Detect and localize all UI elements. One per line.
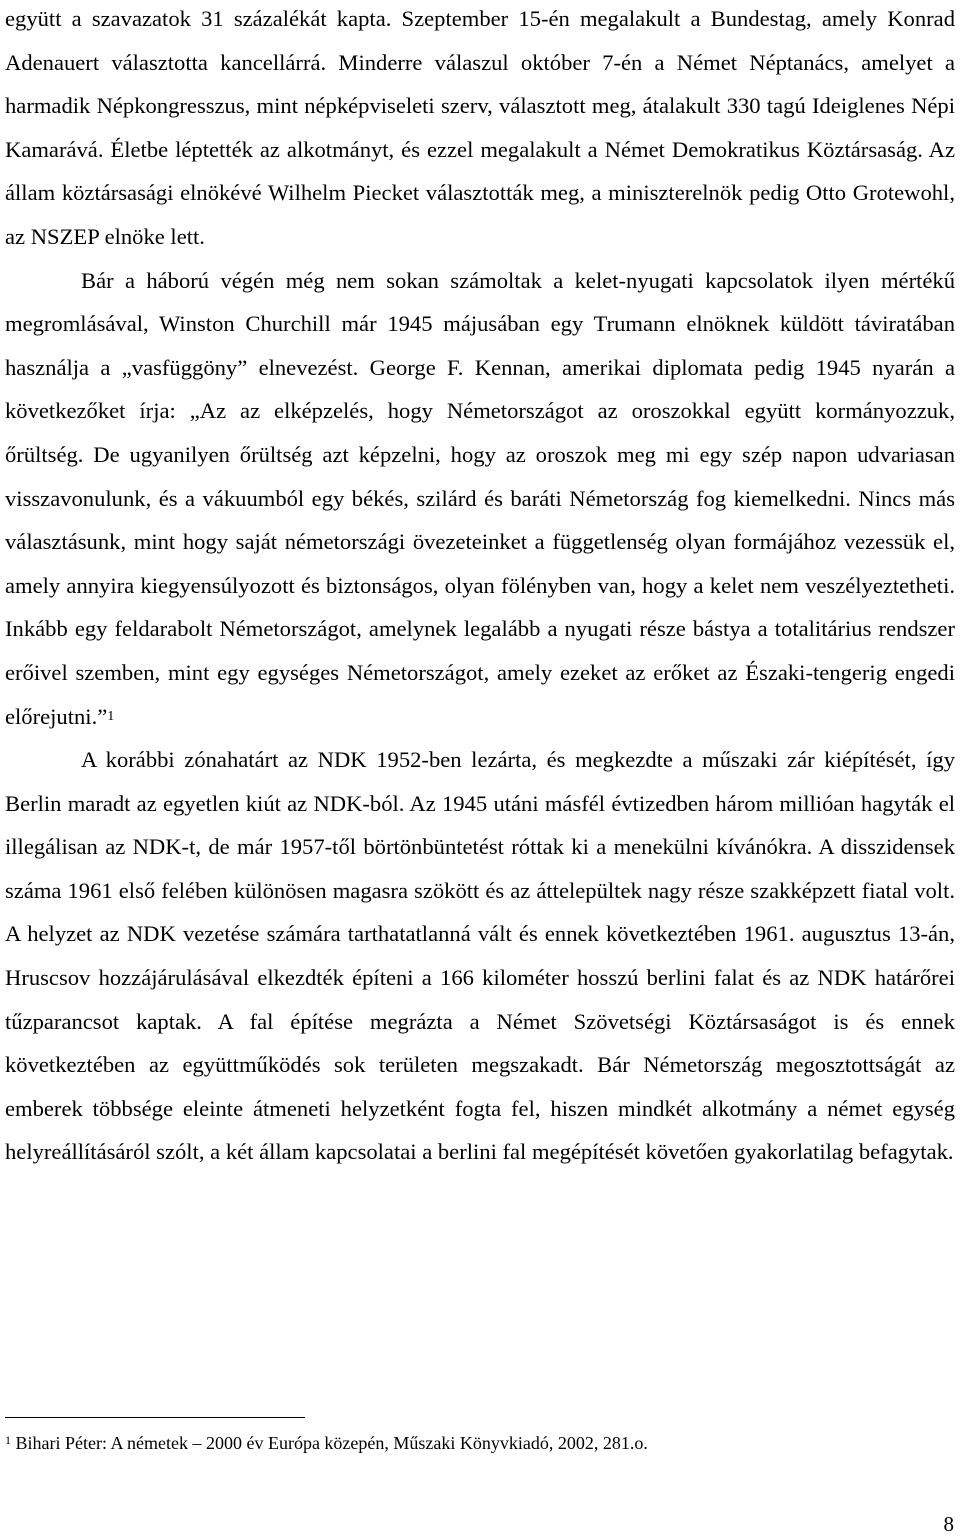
footnote-separator bbox=[5, 1417, 305, 1418]
paragraph-text: A korábbi zónahatárt az NDK 1952-ben lezárta, és megkezdte a műszaki zár kiépítését, így Berlin maradt az egyetlen kiút az NDK-ból. Az 1945 utáni másfél évtizedben három millióan hagyták el illegálisan az NDK-t, de már 1957-től börtönbüntetést róttak ki a menekülni kívánókra. A disszidensek száma 1961 első felében különösen magasra szökött és az áttelepültek nagy része szakképzett fiatal volt. A helyzet az NDK vezetése számára tarthatatlanná vált és ennek következtében 1961. augusztus 13-án, Hruscsov hozzájárulásával elkezdték építeni a 166 kilométer hosszú berlini falat és az NDK határőrei tűzparancsot kaptak. A fal építése megrázta a Német Szövetségi Köztársaságot is és ennek következtében az együttműködés sok területen megszakadt. Bár Németország megosztottságát az emberek többsége eleinte átmeneti helyzetként fogta fel, hiszen mindkét alkotmány a német egység helyreállításáról szólt, a két állam kapcsolatai a berlini fal megépítését követően gyakorlatilag befagytak. bbox=[5, 747, 955, 1165]
page-number: 8 bbox=[943, 1512, 954, 1536]
paragraph bbox=[5, 738, 955, 1174]
paragraph-text: Bár a háború végén még nem sokan számoltak a kelet-nyugati kapcsolatok ilyen mértékű megromlásával, Winston Churchill már 1945 májusában egy Trumann elnöknek küldött táviratában használja a „vasfüggöny” elnevezést. George F. Kennan, amerikai diplomata pedig 1945 nyarán a következőket írja: „Az az elképzelés, hogy Németországot az oroszokkal együtt kormányozzuk, őrültség. De ugyanilyen őrültség azt képzelni, hogy az oroszok meg mi egy szép napon udvariasan visszavonulunk, és a vákuumból egy békés, szilárd és baráti Németország fog kiemelkedni. Nincs más választásunk, mint hogy saját németországi övezeteinket a függetlenség olyan formájához vezessük el, amely annyira kiegyensúlyozott és biztonságos, olyan fölényben van, hogy a kelet nem veszélyeztetheti. Inkább egy feldarabolt Németországot, amelynek legalább a nyugati része bástya a totalitárius rendszer erőivel szemben, mint egy egységes Németországot, amely ezeket az erőket az Északi-tengerig engedi előrejutni.” bbox=[5, 267, 955, 729]
paragraph bbox=[5, 0, 955, 259]
paragraph-text: együtt a szavazatok 31 százalékát kapta. Szeptember 15-én megalakult a Bundestag, amely Konrad Adenauert választotta kancellárrá. Minderre válaszul október 7-én a Német Néptanács, amelyet a harmadik Népkongresszus, mint népképviseleti szerv, választott meg, átalakult 330 tagú Ideiglenes Népi Kamarává. Életbe léptették az alkotmányt, és ezzel megalakult a Német Demokratikus Köztársaság. Az állam köztársasági elnökévé Wilhelm Piecket választották meg, a miniszterelnök pedig Otto Grotewohl, az NSZEP elnöke lett. bbox=[5, 6, 955, 249]
footnote-marker: 1 bbox=[5, 1433, 11, 1447]
body-text bbox=[5, 0, 955, 1174]
footnote bbox=[5, 1430, 955, 1456]
paragraph bbox=[5, 259, 955, 739]
footnote-text: Bihari Péter: A németek – 2000 év Európa közepén, Műszaki Könyvkiadó, 2002, 281.o. bbox=[15, 1433, 648, 1453]
footnote-reference[interactable]: 1 bbox=[107, 708, 115, 724]
